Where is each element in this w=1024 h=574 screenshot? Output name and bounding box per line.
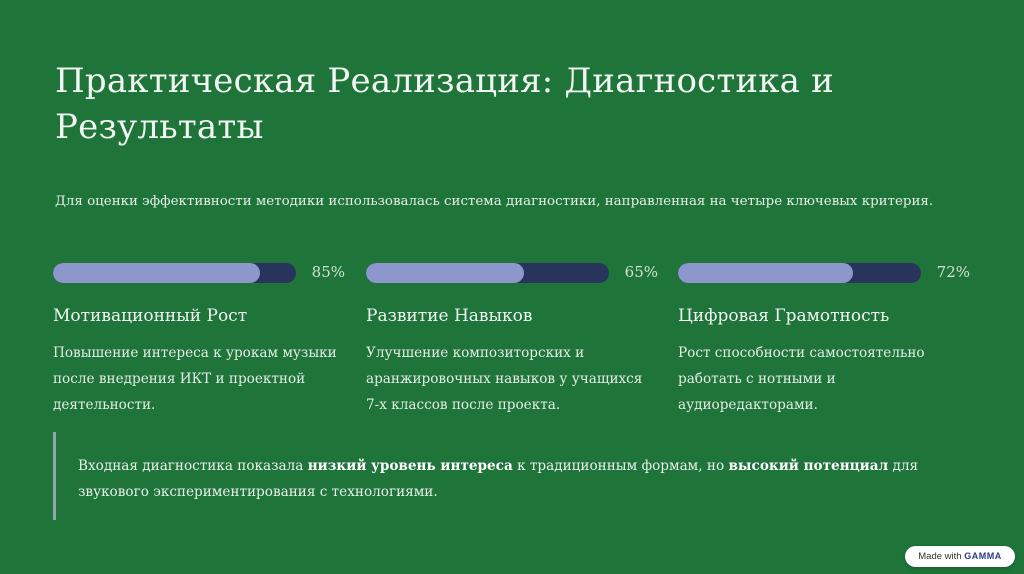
callout-quote: [78, 453, 988, 505]
metric-description: Повышение интереса к урокам музыки после внедрения ИКТ и проектной деятельности.: [53, 345, 337, 413]
metric-title: Развитие Навыков: [366, 306, 533, 326]
quote-text: Входная диагностика показала: [78, 458, 308, 474]
quote-emphasis: высокий потенциал: [728, 458, 889, 474]
progress-percent: 72%: [936, 263, 970, 281]
page-title: Практическая Реализация: Диагностика и Результаты: [55, 61, 835, 147]
gamma-logo: GAMMA: [964, 551, 1002, 561]
progress-track: [53, 263, 296, 283]
progress-track: [366, 263, 609, 283]
progress-percent: 85%: [311, 263, 345, 281]
progress-bar-row: [678, 262, 978, 284]
progress-fill: [53, 263, 260, 283]
metric-description: Улучшение композиторских и аранжировочных навыков у учащихся 7-х классов после проекта.: [366, 345, 643, 413]
metric-card-digital-literacy: [678, 262, 978, 413]
metric-card-skills: [366, 262, 666, 413]
badge-prefix: Made with: [918, 551, 962, 562]
metric-title: Цифровая Грамотность: [678, 306, 890, 326]
progress-bar-row: [366, 262, 666, 284]
quote-border: [53, 432, 56, 520]
metric-description: Рост способности самостоятельно работать с нотными и аудиоредакторами.: [678, 345, 925, 413]
progress-track: [678, 263, 921, 283]
progress-bar-row: [53, 262, 353, 284]
quote-text: к традиционным формам, но: [512, 458, 729, 474]
metric-card-motivation: [53, 262, 353, 413]
made-with-gamma-badge[interactable]: [905, 546, 1015, 567]
intro-text: Для оценки эффективности методики использовалась система диагностики, направленная на четыре ключевых критерия.: [55, 194, 934, 209]
quote-emphasis: низкий уровень интереса: [307, 458, 513, 474]
metric-title: Мотивационный Рост: [53, 306, 248, 326]
progress-percent: 65%: [624, 263, 658, 281]
quote-text: для звукового экспериментирования с технологиями.: [78, 458, 919, 500]
progress-fill: [678, 263, 853, 283]
progress-fill: [366, 263, 524, 283]
